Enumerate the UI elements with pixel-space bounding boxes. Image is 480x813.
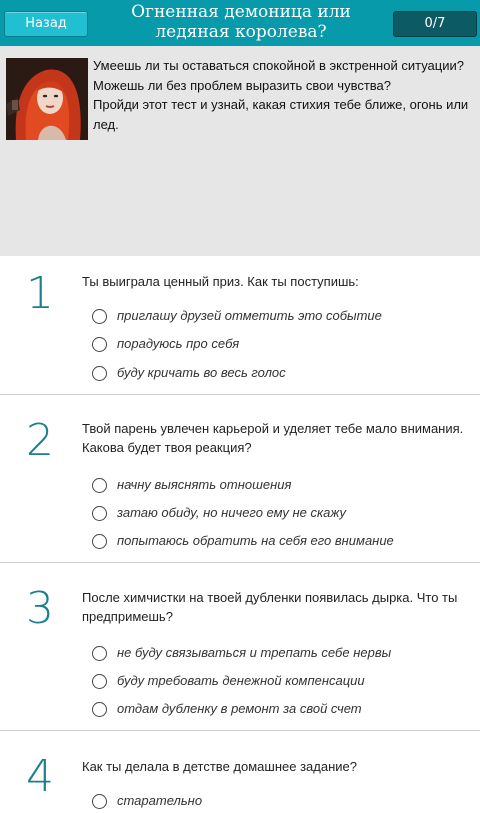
answer-label: приглашу друзей отметить это событие bbox=[117, 308, 382, 323]
answer-option[interactable] bbox=[92, 475, 462, 497]
answer-label: отдам дубленку в ремонт за свой счет bbox=[117, 701, 362, 716]
question-text: После химчистки на твоей дубленки появилась дырка. Что ты предпримешь? bbox=[82, 590, 458, 624]
intro-line: Умеешь ли ты оставаться спокойной в экстренной ситуации? bbox=[93, 58, 464, 73]
answer-label: буду требовать денежной компенсации bbox=[117, 673, 365, 688]
answer-label: буду кричать во весь голос bbox=[117, 365, 286, 380]
question-number: 2 bbox=[26, 415, 54, 466]
question-number: 3 bbox=[26, 583, 54, 634]
question-text: Как ты делала в детстве домашнее задание? bbox=[82, 759, 357, 774]
question-3 bbox=[0, 563, 480, 730]
radio-button[interactable] bbox=[92, 309, 107, 324]
question-number: 1 bbox=[26, 268, 54, 319]
radio-button[interactable] bbox=[92, 337, 107, 352]
answer-option[interactable] bbox=[92, 334, 462, 356]
answer-label: попытаюсь обратить на себя его внимание bbox=[117, 533, 394, 548]
question-text: Ты выиграла ценный приз. Как ты поступишь: bbox=[82, 274, 359, 289]
radio-button[interactable] bbox=[92, 478, 107, 493]
question-1 bbox=[0, 256, 480, 394]
question-2 bbox=[0, 395, 480, 562]
question-text: Твой парень увлечен карьерой и уделяет тебе мало внимания. Какова будет твоя реакция? bbox=[82, 421, 464, 455]
answer-label: не буду связываться и трепать себе нервы bbox=[117, 645, 392, 660]
top-bar bbox=[0, 0, 480, 46]
radio-button[interactable] bbox=[92, 674, 107, 689]
intro-description bbox=[93, 56, 479, 134]
radio-button[interactable] bbox=[92, 702, 107, 717]
answer-option[interactable] bbox=[92, 503, 462, 525]
progress-counter: 0/7 bbox=[393, 11, 477, 37]
radio-button[interactable] bbox=[92, 506, 107, 521]
radio-button[interactable] bbox=[92, 366, 107, 381]
answer-option[interactable] bbox=[92, 643, 462, 665]
radio-button[interactable] bbox=[92, 794, 107, 809]
answer-option[interactable] bbox=[92, 306, 462, 328]
back-button[interactable]: Назад bbox=[4, 11, 88, 37]
answer-label: порадуюсь про себя bbox=[117, 336, 240, 351]
answer-option[interactable] bbox=[92, 791, 462, 813]
answer-label: затаю обиду, но ничего ему не скажу bbox=[117, 505, 346, 520]
woman-portrait-image bbox=[6, 58, 88, 140]
answer-option[interactable] bbox=[92, 363, 462, 385]
answer-label: старательно bbox=[117, 793, 203, 808]
question-4 bbox=[0, 731, 480, 808]
question-number: 4 bbox=[26, 751, 54, 802]
page-title: Огненная демоница или ледяная королева? bbox=[131, 2, 351, 42]
answer-option[interactable] bbox=[92, 671, 462, 693]
intro-line: Можешь ли без проблем выразить свои чувства? bbox=[93, 77, 391, 93]
answer-option[interactable] bbox=[92, 531, 462, 553]
intro-line: Пройди этот тест и узнай, какая стихия тебе ближе, огонь или лед. bbox=[93, 97, 469, 132]
intro-panel bbox=[0, 46, 480, 256]
radio-button[interactable] bbox=[92, 534, 107, 549]
answer-label: начну выяснять отношения bbox=[117, 477, 292, 492]
answer-option[interactable] bbox=[92, 699, 462, 721]
radio-button[interactable] bbox=[92, 646, 107, 661]
